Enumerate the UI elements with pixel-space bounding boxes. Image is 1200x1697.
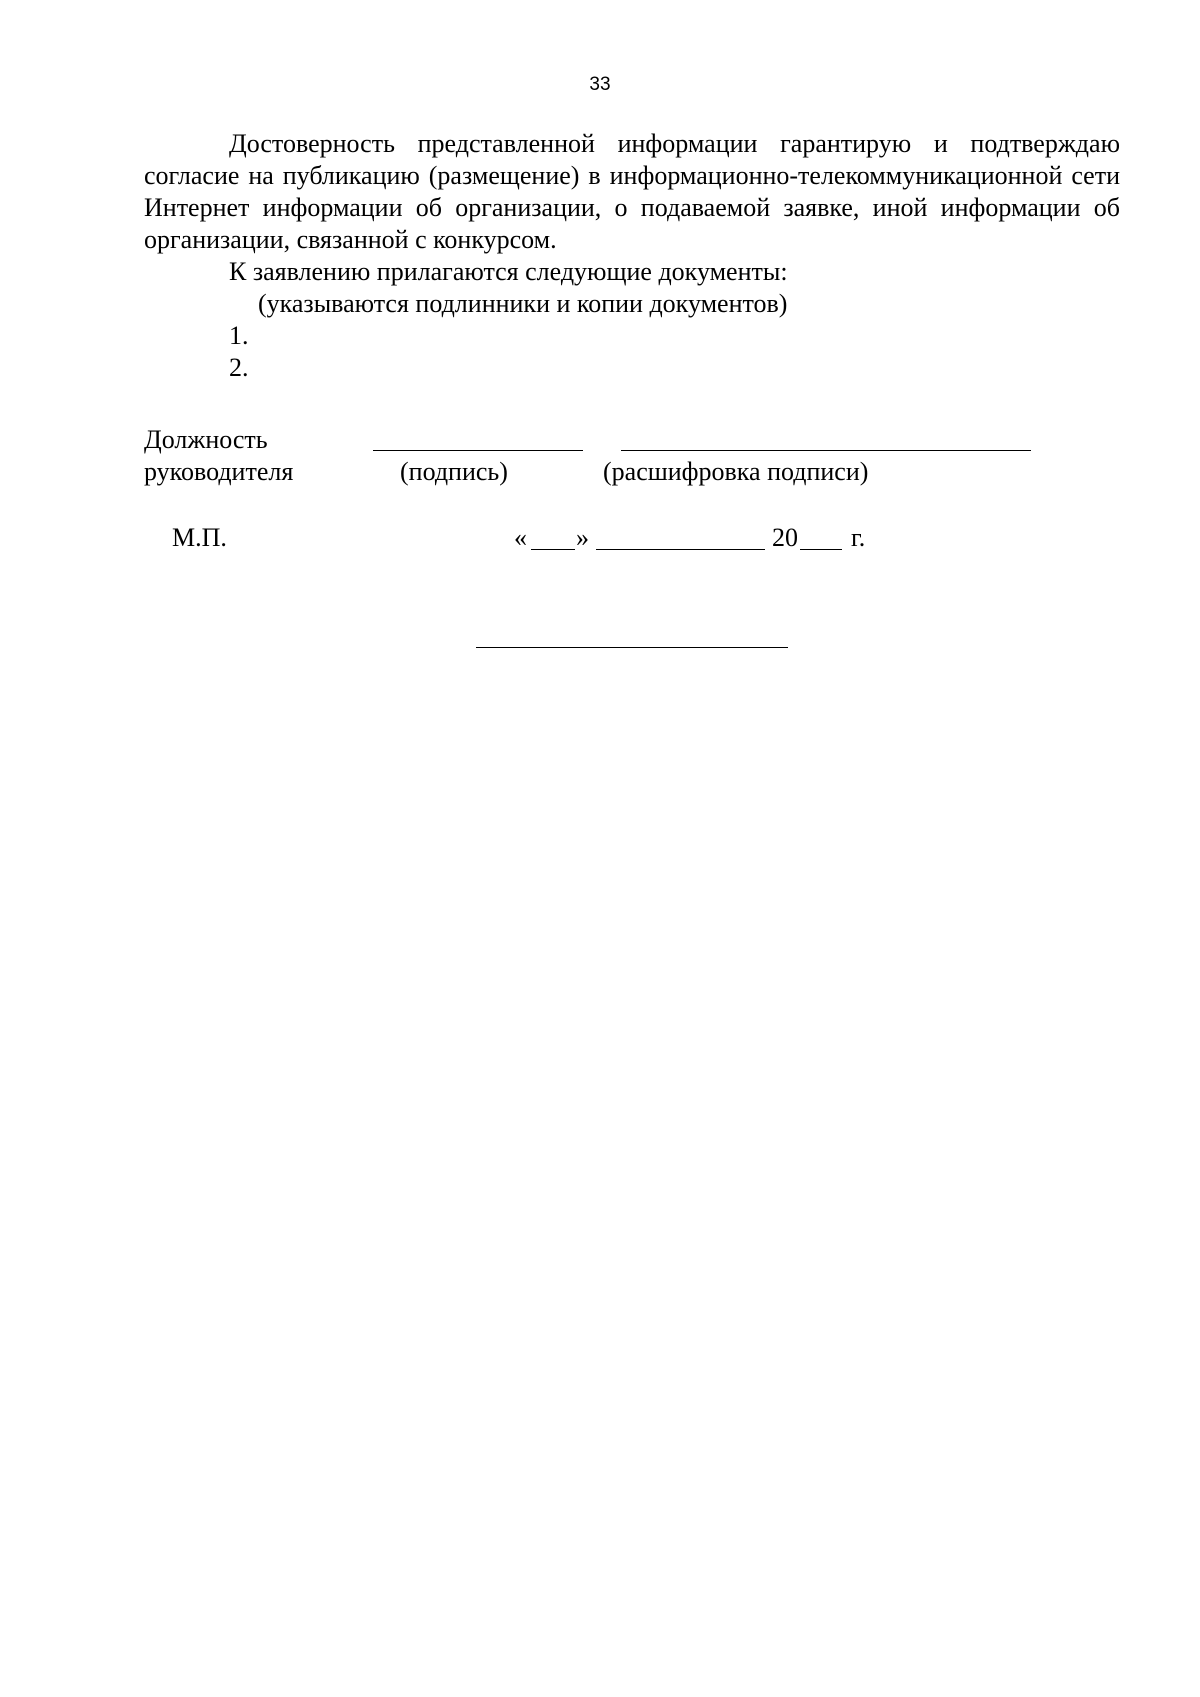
- attachment-item-2: 2.: [229, 353, 249, 382]
- attachments-intro: К заявлению прилагаются следующие документы:: [229, 257, 788, 286]
- attachments-note: (указываются подлинники и копии документов): [258, 289, 788, 318]
- date-month-blank: [596, 549, 765, 550]
- seal-label: М.П.: [172, 523, 227, 552]
- signature-line: [373, 450, 583, 451]
- date-year-prefix: 20: [772, 523, 798, 552]
- document-body: [144, 128, 1120, 384]
- signature-decoding-line: [621, 450, 1031, 451]
- signature-decoding-caption: (расшифровка подписи): [603, 457, 869, 486]
- page-number: 33: [589, 74, 611, 95]
- date-year-blank: [800, 549, 842, 550]
- consent-paragraph: Достоверность представленной информации гарантирую и подтверждаю согласие на публикацию (размещение) в информационно-телекоммуникационной сети Интернет информации об организации, о подаваемой заявке, иной информации об организации, связанной с конкурсом.: [144, 129, 1120, 254]
- position-label-line1: Должность: [144, 425, 268, 454]
- date-year-suffix: г.: [851, 523, 866, 552]
- closing-separator-line: [476, 647, 788, 648]
- position-label-line2: руководителя: [144, 457, 294, 486]
- attachment-item-1: 1.: [229, 321, 249, 350]
- date-open-quote: «: [514, 523, 527, 552]
- signature-caption: (подпись): [400, 457, 508, 486]
- date-day-blank: [531, 549, 575, 550]
- date-close-quote: »: [576, 523, 589, 552]
